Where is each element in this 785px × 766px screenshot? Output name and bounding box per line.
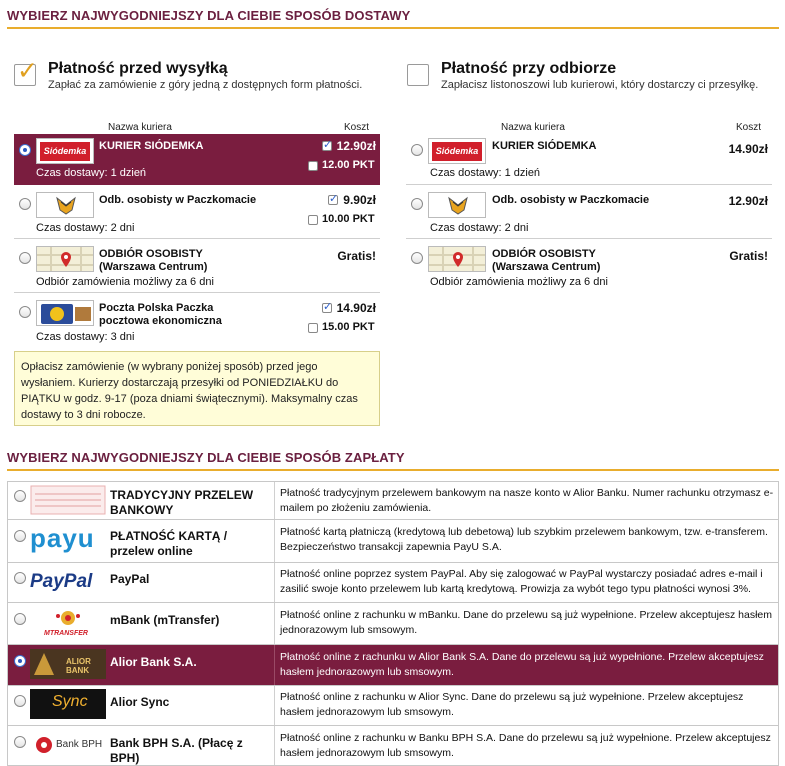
paypal-logo — [30, 569, 106, 599]
payment-name: mBank (mTransfer) — [110, 613, 220, 627]
price-checkbox[interactable] — [328, 195, 338, 205]
payment-radio[interactable] — [14, 655, 26, 667]
mtransfer-logo — [30, 606, 106, 636]
divider — [274, 482, 275, 519]
price-checkbox[interactable] — [322, 303, 332, 313]
payment-row-alior-sync[interactable] — [7, 686, 779, 726]
pkt-checkbox[interactable] — [308, 323, 318, 333]
courier-pkt: 10.00 PKT — [322, 213, 375, 225]
payment-radio[interactable] — [14, 490, 26, 502]
price-checkbox[interactable] — [322, 141, 332, 151]
payment-desc: Płatność online z rachunku w Banku BPH S.A. Dane do przelewu są już wypełnione. Przelew akceptujesz hasłem jednorazowym lub smsowym. — [280, 732, 771, 759]
payment-radio[interactable] — [14, 572, 26, 584]
courier-price: Gratis! — [337, 249, 376, 263]
courier-price: Gratis! — [729, 249, 768, 263]
courier-name: Odb. osobisty w Paczkomacie — [99, 194, 257, 206]
pkt-checkbox[interactable] — [308, 215, 318, 225]
courier-time: Czas dostawy: 1 dzień — [36, 167, 147, 179]
divider — [274, 520, 275, 562]
courier-name: ODBIÓR OSOBISTY (Warszawa Centrum) — [492, 248, 601, 273]
cod-title: Płatność przy odbiorze — [441, 60, 617, 77]
pkt-checkbox[interactable] — [308, 161, 318, 171]
prepay-courier-row-odbior[interactable] — [14, 242, 380, 293]
payment-desc: Płatność online z rachunku w Alior Bank S.A. Dane do przelewu są już wypełnione. Przelew akceptujesz hasłem jednorazowym lub smsowym. — [280, 651, 764, 678]
courier-time: Odbiór zamówienia możliwy za 6 dni — [36, 276, 214, 288]
courier-time: Czas dostawy: 2 dni — [430, 222, 529, 234]
courier-pkt: 12.00 PKT — [322, 159, 375, 171]
divider — [274, 726, 275, 765]
payment-name: PayPal — [110, 572, 150, 586]
payment-section-header: WYBIERZ NAJWYGODNIEJSZY DLA CIEBIE SPOSÓB ZAPŁATY — [7, 450, 779, 471]
divider — [274, 603, 275, 644]
payment-row-bph[interactable] — [7, 726, 779, 766]
alior-bank-logo — [30, 649, 106, 679]
courier-name: KURIER SIÓDEMKA — [492, 140, 597, 152]
cod-subtitle: Zapłacisz listonoszowi lub kurierowi, który dostarczy ci przesyłkę. — [441, 79, 759, 91]
courier-pkt: 15.00 PKT — [322, 321, 375, 333]
courier-radio[interactable] — [411, 144, 423, 156]
bph-logo-text: Bank BPH — [56, 739, 103, 750]
paypal-logo-text: PayPal — [30, 571, 93, 592]
prepay-col-cost: Koszt — [344, 122, 370, 133]
prepay-col-name: Nazwa kuriera — [108, 122, 172, 133]
alior-logo-text: ALIOR BANK — [66, 657, 91, 675]
courier-price: 12.90zł — [728, 194, 768, 208]
divider — [274, 686, 275, 725]
payment-row-payu[interactable] — [7, 520, 779, 563]
payment-name: Alior Sync — [110, 695, 170, 709]
payment-desc: Płatność online z rachunku w Alior Sync. Dane do przelewu są już wypełnione. Przelew akceptujesz hasłem jednorazowym lub smsowym. — [280, 691, 744, 718]
payment-radio[interactable] — [14, 613, 26, 625]
siodemka-logo-text: Siódemka — [432, 142, 482, 161]
payment-radio[interactable] — [14, 530, 26, 542]
courier-price: 14.90zł — [728, 142, 768, 156]
transfer-form-logo — [30, 485, 106, 515]
courier-name: ODBIÓR OSOBISTY (Warszawa Centrum) — [99, 248, 208, 273]
courier-radio[interactable] — [19, 198, 31, 210]
courier-name: Odb. osobisty w Paczkomacie — [492, 194, 650, 206]
payment-radio[interactable] — [14, 736, 26, 748]
courier-name: KURIER SIÓDEMKA — [99, 140, 204, 152]
payu-logo-text: payu — [30, 523, 95, 553]
courier-price: 12.90zł — [336, 139, 376, 153]
payment-radio[interactable] — [14, 695, 26, 707]
payment-desc: Płatność kartą płatniczą (kredytową lub debetową) lub szybkim przelewem bankowym, tzw. e-transferem. Bezpieczeństwo transakcji zapewnia PayU S.A. — [280, 526, 768, 553]
courier-radio[interactable] — [19, 306, 31, 318]
payment-desc: Płatność online z rachunku w mBanku. Dane do przelewu są już wypełnione. Przelew akceptujesz hasłem jednorazowym lub smsowym. — [280, 609, 773, 636]
prepay-courier-row-paczkomat[interactable] — [14, 188, 380, 239]
paczkomaty-logo — [36, 192, 94, 218]
courier-time: Czas dostawy: 2 dni — [36, 222, 135, 234]
courier-time: Odbiór zamówienia możliwy za 6 dni — [430, 276, 608, 288]
payment-name: TRADYCYJNY PRZELEW BANKOWY — [110, 488, 254, 517]
siodemka-logo — [428, 138, 486, 164]
delivery-section-header: WYBIERZ NAJWYGODNIEJSZY DLA CIEBIE SPOSÓB DOSTAWY — [7, 8, 779, 29]
prepay-courier-row-siodemka[interactable] — [14, 134, 380, 185]
mtransfer-logo-text: MTRANSFER — [44, 630, 88, 636]
cod-courier-row-odbior[interactable] — [406, 242, 772, 293]
courier-time: Czas dostawy: 3 dni — [36, 331, 135, 343]
poczta-polska-logo — [36, 300, 94, 326]
courier-radio[interactable] — [19, 252, 31, 264]
cod-courier-row-paczkomat[interactable] — [406, 188, 772, 239]
cod-col-cost: Koszt — [736, 122, 762, 133]
prepay-courier-row-poczta[interactable] — [14, 296, 380, 347]
sync-logo-text: Sync — [52, 693, 88, 710]
payment-row-przelew[interactable] — [7, 481, 779, 520]
courier-name: Poczta Polska Paczka pocztowa ekonomiczna — [99, 302, 222, 327]
payment-row-paypal[interactable] — [7, 563, 779, 603]
siodemka-logo — [36, 138, 94, 164]
courier-price: 9.90zł — [343, 193, 376, 207]
payment-name: Alior Bank S.A. — [110, 655, 197, 669]
payment-name: Bank BPH S.A. (Płacę z BPH) — [110, 736, 243, 765]
map-logo — [36, 246, 94, 272]
prepay-checkbox[interactable] — [14, 57, 38, 86]
payment-row-alior-bank[interactable] — [7, 645, 779, 686]
paczkomaty-logo — [428, 192, 486, 218]
cod-col-name: Nazwa kuriera — [501, 122, 565, 133]
courier-radio[interactable] — [411, 198, 423, 210]
cod-courier-row-siodemka[interactable] — [406, 134, 772, 185]
courier-radio[interactable] — [19, 144, 31, 156]
courier-price: 14.90zł — [336, 301, 376, 315]
alior-sync-logo — [30, 689, 106, 719]
delivery-note: Opłacisz zamówienie (w wybrany poniżej sposób) przed jego wysłaniem. Kurierzy dostarczają przesyłki od PONIEDZIAŁKU do PIĄTKU w godz. 9-17 (poza dniami świątecznymi). Maksymalny czas dostawy to 3 dni robocze. — [14, 351, 380, 426]
check-icon: ✓ — [17, 57, 38, 85]
courier-time: Czas dostawy: 1 dzień — [430, 167, 541, 179]
payment-name: PŁATNOŚĆ KARTĄ / przelew online — [110, 529, 228, 558]
courier-radio[interactable] — [411, 252, 423, 264]
divider — [274, 645, 275, 685]
siodemka-logo-text: Siódemka — [40, 142, 90, 161]
prepay-title: Płatność przed wysyłką — [48, 60, 228, 77]
divider — [274, 563, 275, 602]
cod-checkbox[interactable] — [407, 64, 429, 86]
prepay-subtitle: Zapłać za zamówienie z góry jedną z dostępnych form płatności. — [48, 79, 363, 91]
payment-desc: Płatność online poprzez system PayPal. Aby się zalogować w PayPal wystarczy posiadać adres e-mail i zasilić swoje konto przelewem lub kartą kredytową. Prowizja za wybót tego typu płatności wynosi 3%. — [280, 568, 763, 595]
payment-desc: Płatność tradycyjnym przelewem bankowym na nasze konto w Alior Banku. Numer rachunku otrzymasz e-mailem po złożeniu zamówienia. — [280, 487, 774, 514]
map-logo — [428, 246, 486, 272]
payu-logo — [30, 523, 106, 553]
bph-logo — [30, 729, 106, 759]
payment-row-mbank[interactable] — [7, 603, 779, 645]
